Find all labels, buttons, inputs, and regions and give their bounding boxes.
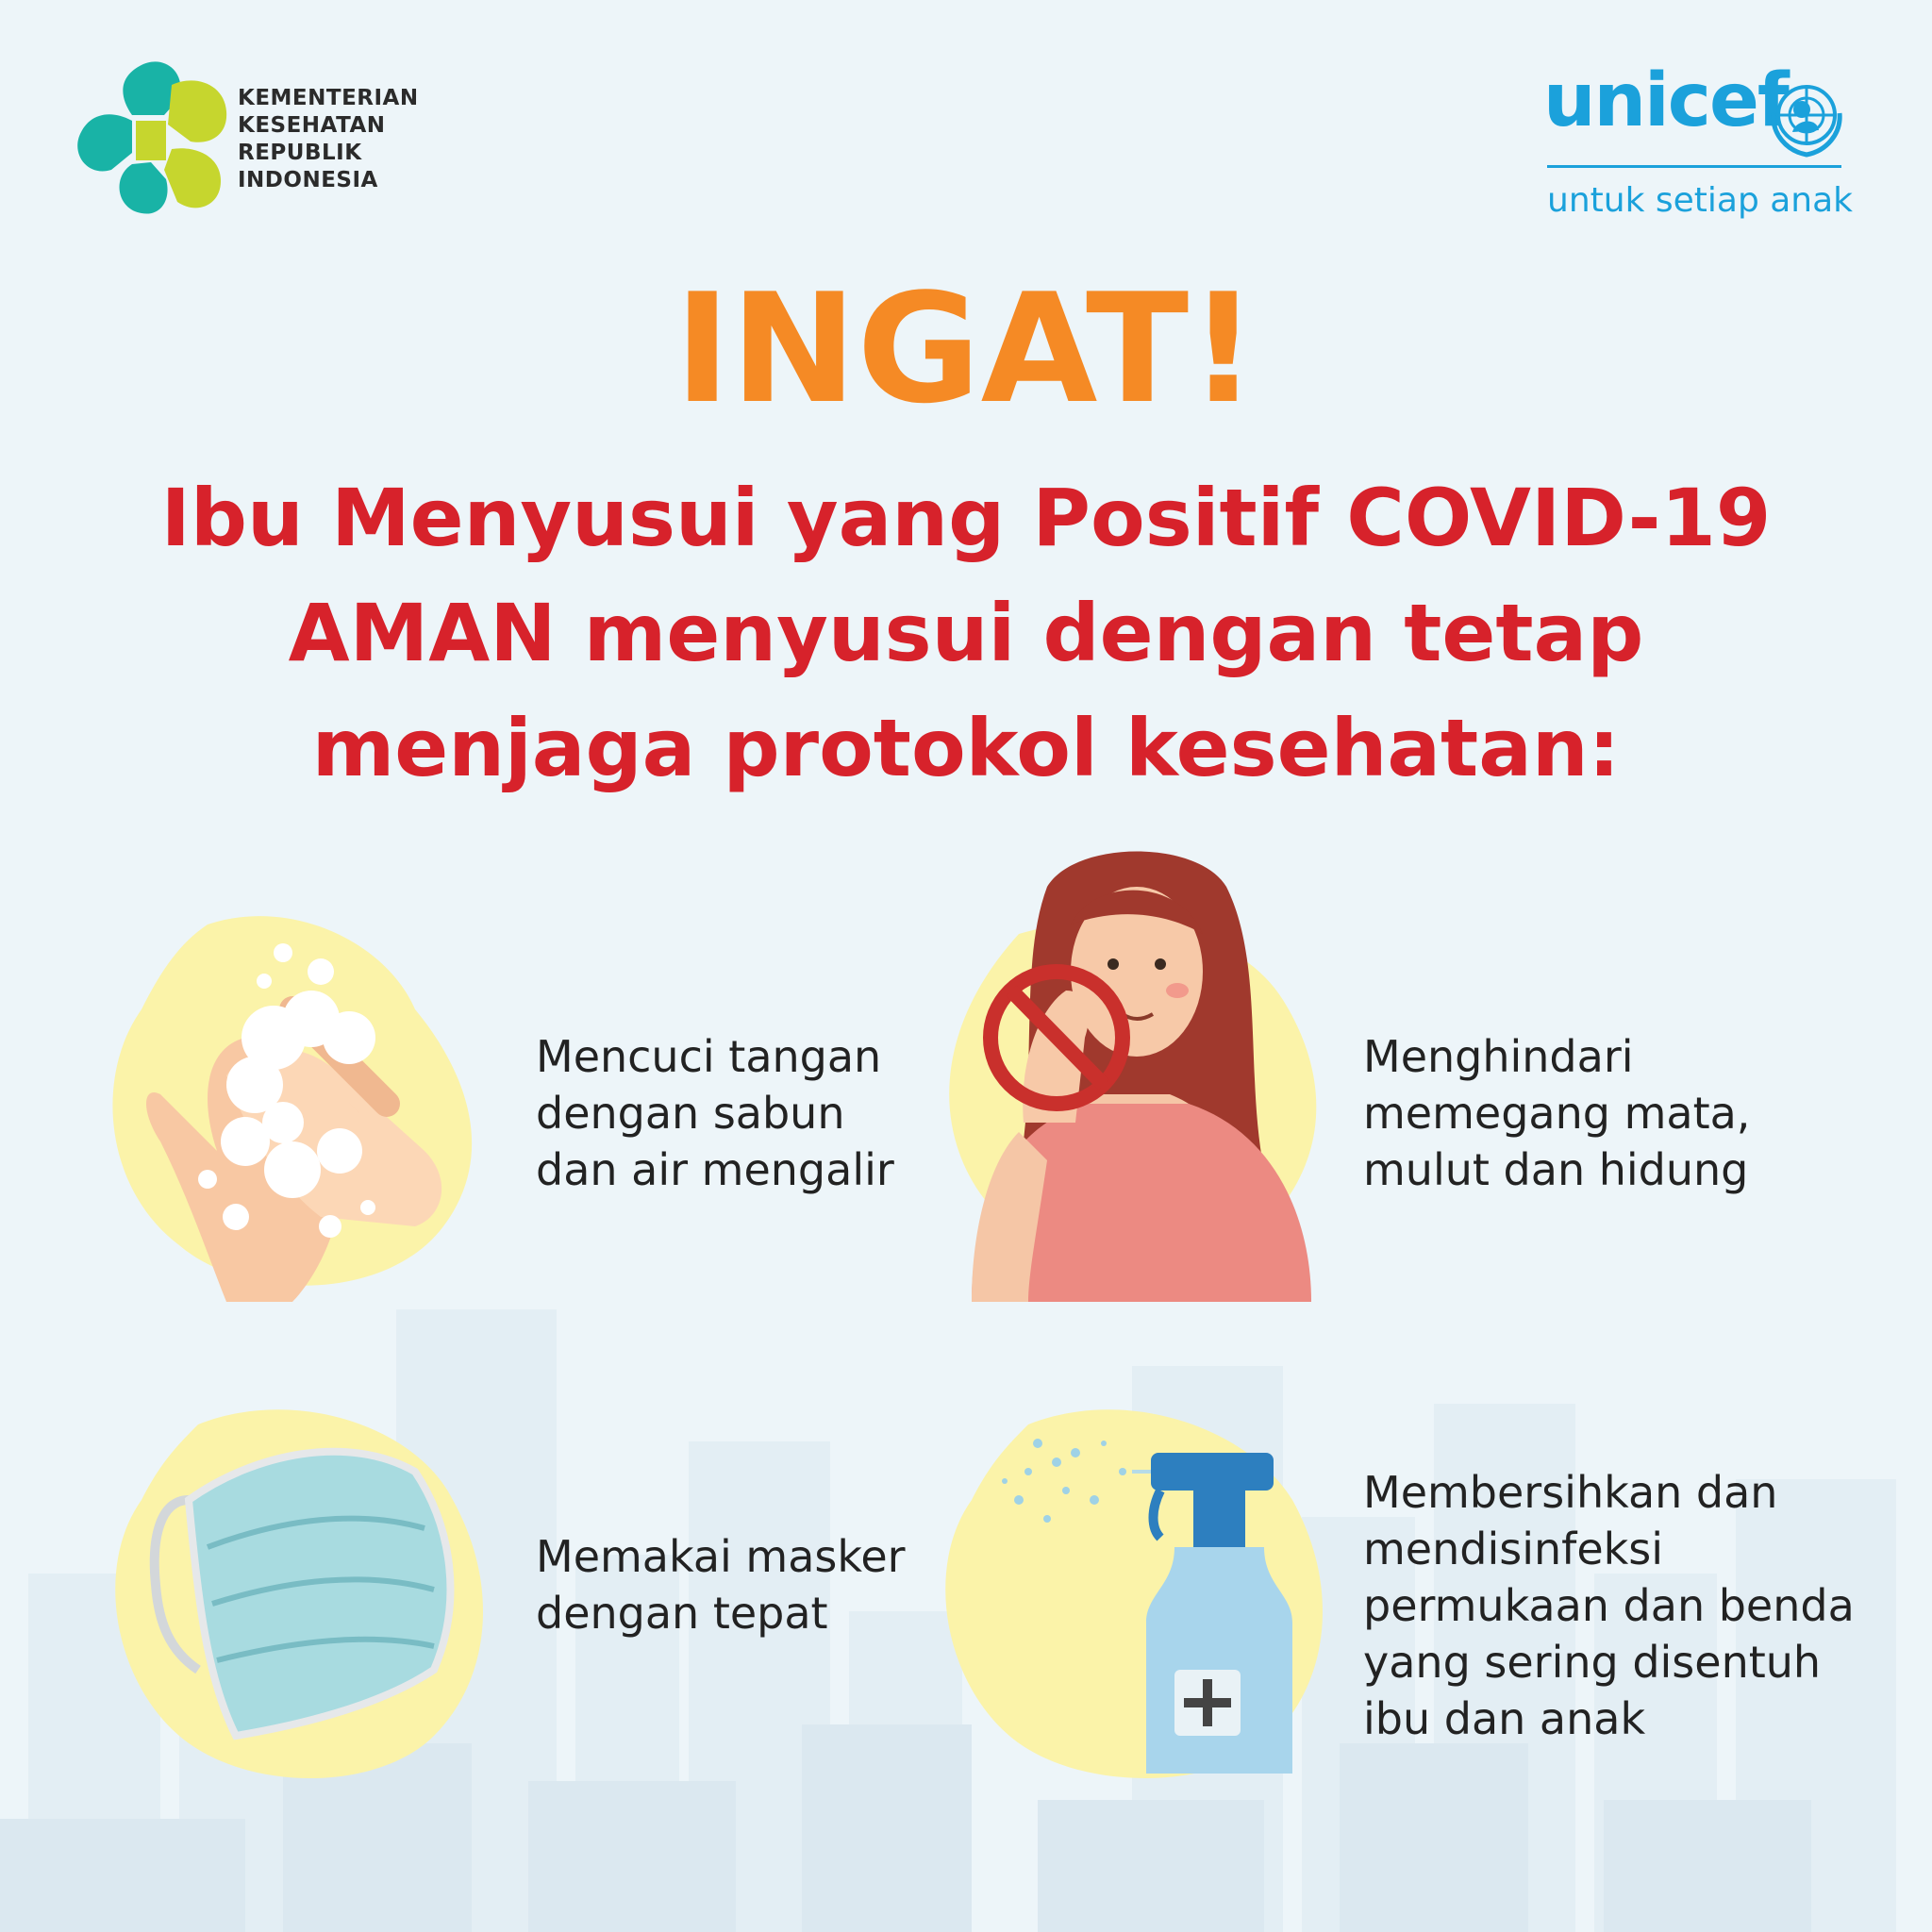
unicef-divider: [1547, 165, 1841, 168]
tip-disinfectant-text: [1363, 1464, 1855, 1747]
subheadline-line-3: menjaga protokol kesehatan:: [311, 702, 1621, 794]
disinfectant-spray-icon: [934, 1396, 1340, 1792]
tip-1-line-1: Mencuci tangan: [536, 1031, 882, 1082]
tip-4-line-3: permukaan dan benda: [1363, 1580, 1855, 1631]
tip-1-line-3: dan air mengalir: [536, 1144, 894, 1195]
hand-washing-icon: [104, 906, 500, 1302]
kemenkes-line-2: KESEHATAN: [238, 113, 386, 138]
kemenkes-line-3: REPUBLIK: [238, 141, 362, 165]
subheadline: [70, 460, 1862, 806]
unicef-emblem-icon: [1764, 75, 1849, 160]
tip-face-mask-text: [536, 1528, 906, 1641]
kemenkes-line-4: INDONESIA: [238, 168, 378, 192]
tip-hand-washing-text: [536, 1028, 894, 1198]
unicef-tagline: untuk setiap anak: [1547, 181, 1854, 220]
tip-2-line-2: memegang mata,: [1363, 1088, 1751, 1139]
tip-2-line-3: mulut dan hidung: [1363, 1144, 1749, 1195]
tip-1-line-2: dengan sabun: [536, 1088, 845, 1139]
kemenkes-line-1: KEMENTERIAN: [238, 86, 419, 110]
tip-4-line-2: mendisinfeksi: [1363, 1524, 1664, 1574]
tip-no-face-touching-text: [1363, 1028, 1750, 1198]
tip-2-line-1: Menghindari: [1363, 1031, 1634, 1082]
tip-4-line-1: Membersihkan dan: [1363, 1467, 1778, 1518]
headline: INGAT!: [674, 260, 1258, 437]
face-mask-icon: [104, 1396, 500, 1792]
unicef-wordmark: unicef: [1543, 58, 1788, 143]
kemenkes-logo-icon: [74, 58, 248, 219]
tip-4-line-5: ibu dan anak: [1363, 1693, 1646, 1744]
subheadline-line-2: AMAN menyusui dengan tetap: [288, 587, 1644, 679]
kemenkes-name: [238, 85, 419, 194]
tip-4-line-4: yang sering disentuh: [1363, 1637, 1822, 1688]
no-face-touching-icon: [934, 849, 1340, 1302]
tip-3-line-1: Memakai masker: [536, 1531, 906, 1582]
tip-3-line-2: dengan tepat: [536, 1588, 828, 1639]
subheadline-line-1: Ibu Menyusui yang Positif COVID-19: [160, 472, 1772, 564]
